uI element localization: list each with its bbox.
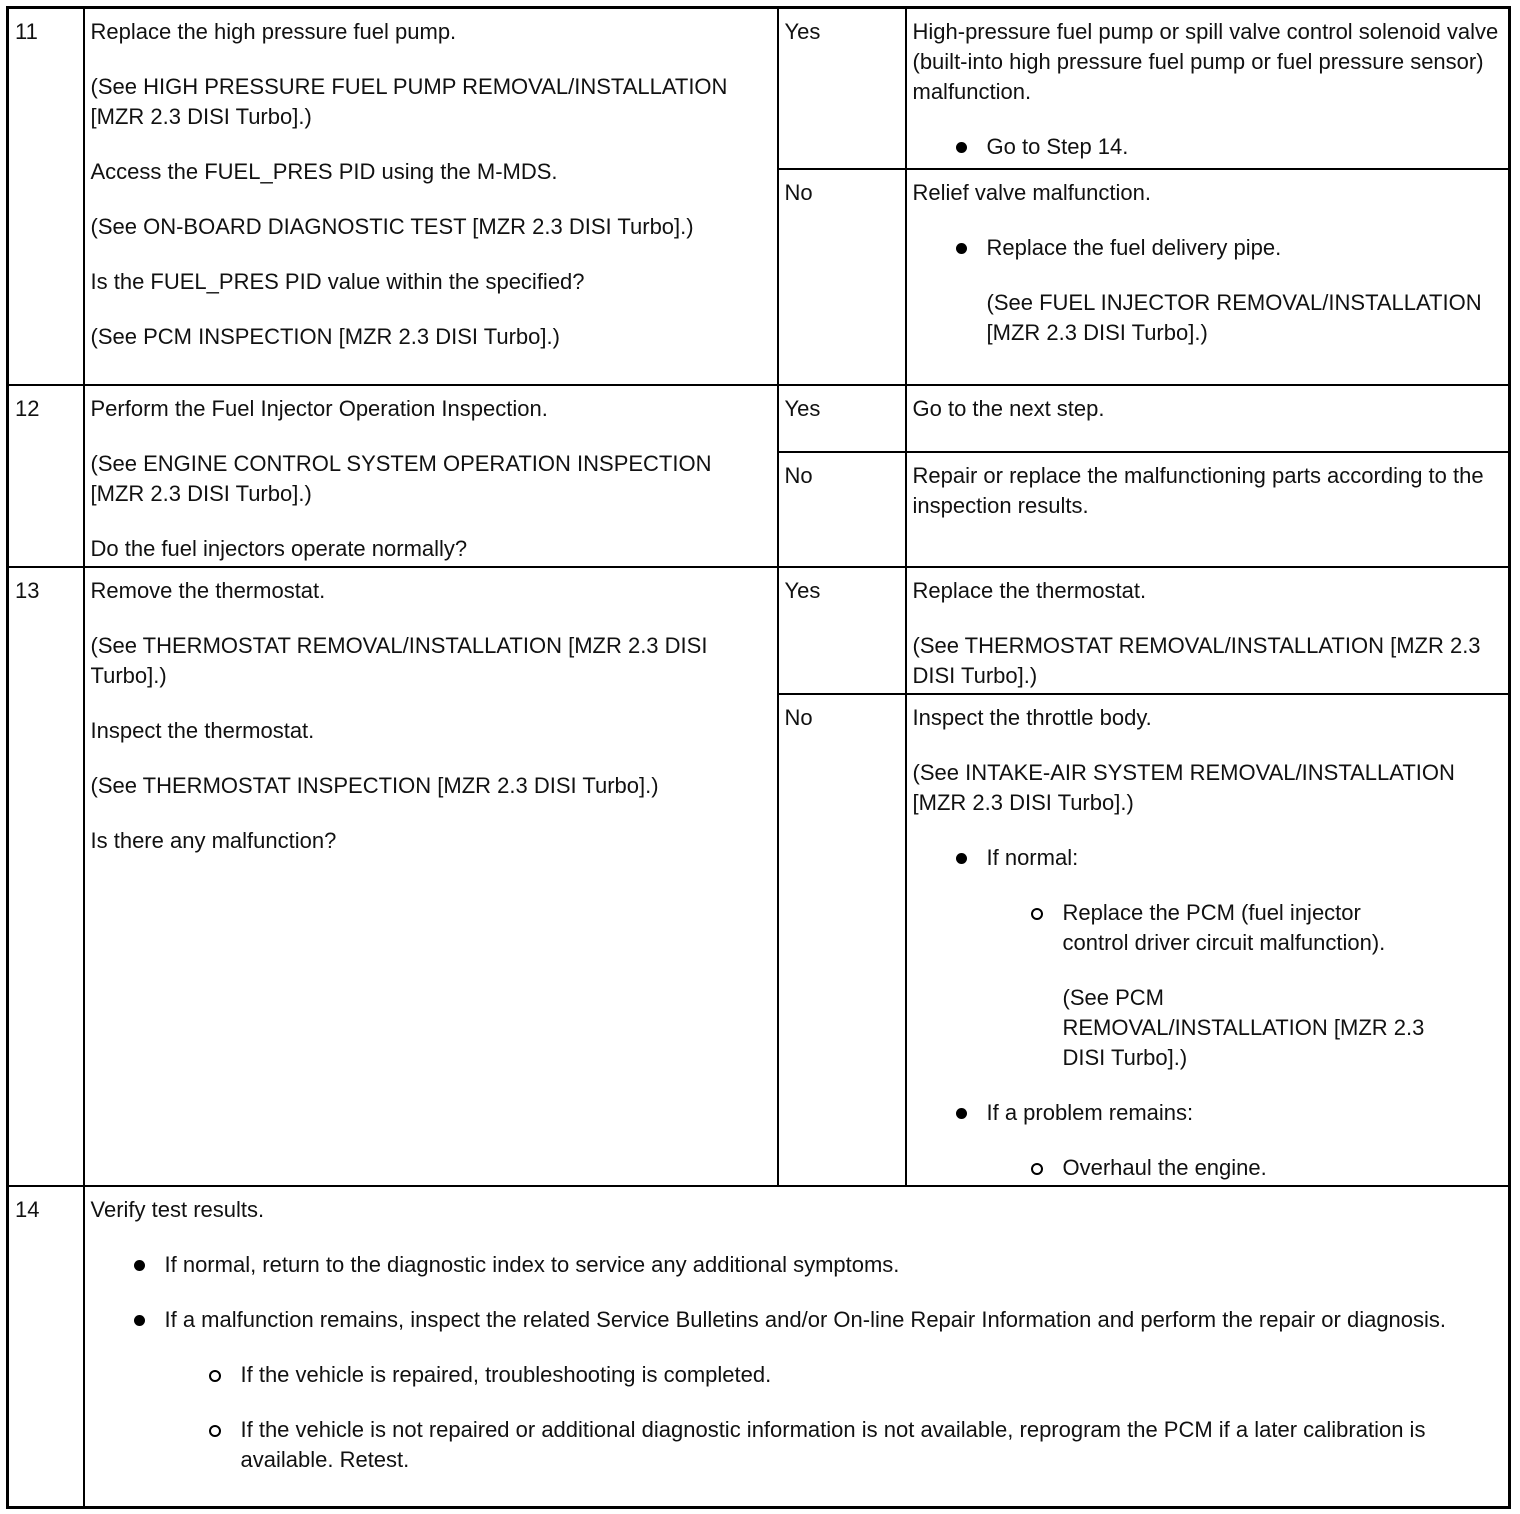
step-number: 14 (8, 1186, 84, 1508)
result-text: Inspect the throttle body. (912, 704, 1152, 730)
action-line: Inspect the thermostat. (90, 717, 315, 743)
sub-bullet-item: If the vehicle is not repaired or additional diagnostic information is not available, reprogram the PCM if a later calibration is available. Retest. (91, 1415, 1503, 1475)
bullet-item: Replace the fuel delivery pipe. (913, 233, 1503, 263)
step-action (84, 567, 778, 1186)
result-action-yes (906, 567, 1510, 694)
action-line: (See THERMOSTAT REMOVAL/INSTALLATION [MZR 2.3 DISI Turbo].) (90, 632, 708, 688)
result-action-yes (906, 385, 1510, 452)
bullet-item: If normal, return to the diagnostic index to service any additional symptoms. (91, 1250, 1503, 1280)
diagnostic-table (6, 6, 1511, 1509)
result-label-no: No (778, 169, 906, 385)
action-line: (See ON-BOARD DIAGNOSTIC TEST [MZR 2.3 DISI Turbo].) (90, 214, 694, 239)
bullet-item: If a malfunction remains, inspect the related Service Bulletins and/or On-line Repair Information and perform the repair or diagnosis. (91, 1305, 1503, 1335)
action-line: Verify test results. (90, 1196, 265, 1222)
step-number: 11 (8, 8, 84, 385)
result-label-no: No (778, 452, 906, 567)
sub-bullet-item: Overhaul the engine. (913, 1153, 1503, 1183)
bullet-item: Go to Step 14. (913, 132, 1503, 162)
result-reference: (See THERMOSTAT REMOVAL/INSTALLATION [MZR 2.3 DISI Turbo].) (912, 632, 1481, 688)
step-action (84, 8, 778, 385)
result-text: Replace the thermostat. (912, 577, 1147, 603)
bullet-reference: (See FUEL INJECTOR REMOVAL/INSTALLATION [MZR 2.3 DISI Turbo].) (986, 289, 1482, 345)
sub-bullet-reference: (See PCM REMOVAL/INSTALLATION [MZR 2.3 DISI Turbo].) (1062, 984, 1425, 1070)
result-label-yes: Yes (778, 567, 906, 694)
step-12-yes-row (8, 385, 1510, 452)
action-line: Is there any malfunction? (90, 827, 337, 853)
action-line: Is the FUEL_PRES PID value within the specified? (90, 269, 585, 294)
result-action-no (906, 452, 1510, 567)
step-number: 12 (8, 385, 84, 567)
step-action (84, 385, 778, 567)
step-number: 13 (8, 567, 84, 1186)
action-line: Do the fuel injectors operate normally? (90, 535, 468, 561)
result-text: High-pressure fuel pump or spill valve control solenoid valve (built-into high pressure fuel pump or fuel pressure sensor) malfunction. (912, 19, 1499, 104)
action-line: (See PCM INSPECTION [MZR 2.3 DISI Turbo].) (90, 324, 560, 349)
sub-bullet-item: If the vehicle is repaired, troubleshooting is completed. (91, 1360, 1503, 1390)
result-label-yes: Yes (778, 8, 906, 169)
step-action (84, 1186, 1510, 1508)
result-text: Go to the next step. (912, 395, 1105, 421)
action-line: Remove the thermostat. (90, 577, 326, 603)
bullet-item: If a problem remains: (913, 1098, 1503, 1128)
action-line: (See THERMOSTAT INSPECTION [MZR 2.3 DISI Turbo].) (90, 772, 659, 798)
result-action-no (906, 694, 1510, 1186)
step-13-yes-row (8, 567, 1510, 694)
result-text: Relief valve malfunction. (912, 179, 1151, 205)
result-reference: (See INTAKE-AIR SYSTEM REMOVAL/INSTALLATION [MZR 2.3 DISI Turbo].) (912, 759, 1455, 815)
step-14-row (8, 1186, 1510, 1508)
action-line: Replace the high pressure fuel pump. (90, 19, 457, 44)
action-line: (See HIGH PRESSURE FUEL PUMP REMOVAL/INSTALLATION [MZR 2.3 DISI Turbo].) (90, 74, 728, 129)
action-line: Access the FUEL_PRES PID using the M-MDS. (90, 159, 558, 184)
result-label-yes: Yes (778, 385, 906, 452)
result-action-no (906, 169, 1510, 385)
result-text: Repair or replace the malfunctioning parts according to the inspection results. (912, 462, 1484, 518)
result-action-yes (906, 8, 1510, 169)
sub-bullet-item: Replace the PCM (fuel injector control driver circuit malfunction). (913, 898, 1503, 958)
step-11-yes-row (8, 8, 1510, 169)
bullet-item: If normal: (913, 843, 1503, 873)
result-label-no: No (778, 694, 906, 1186)
action-line: (See ENGINE CONTROL SYSTEM OPERATION INSPECTION [MZR 2.3 DISI Turbo].) (90, 450, 712, 506)
action-line: Perform the Fuel Injector Operation Inspection. (90, 395, 548, 421)
